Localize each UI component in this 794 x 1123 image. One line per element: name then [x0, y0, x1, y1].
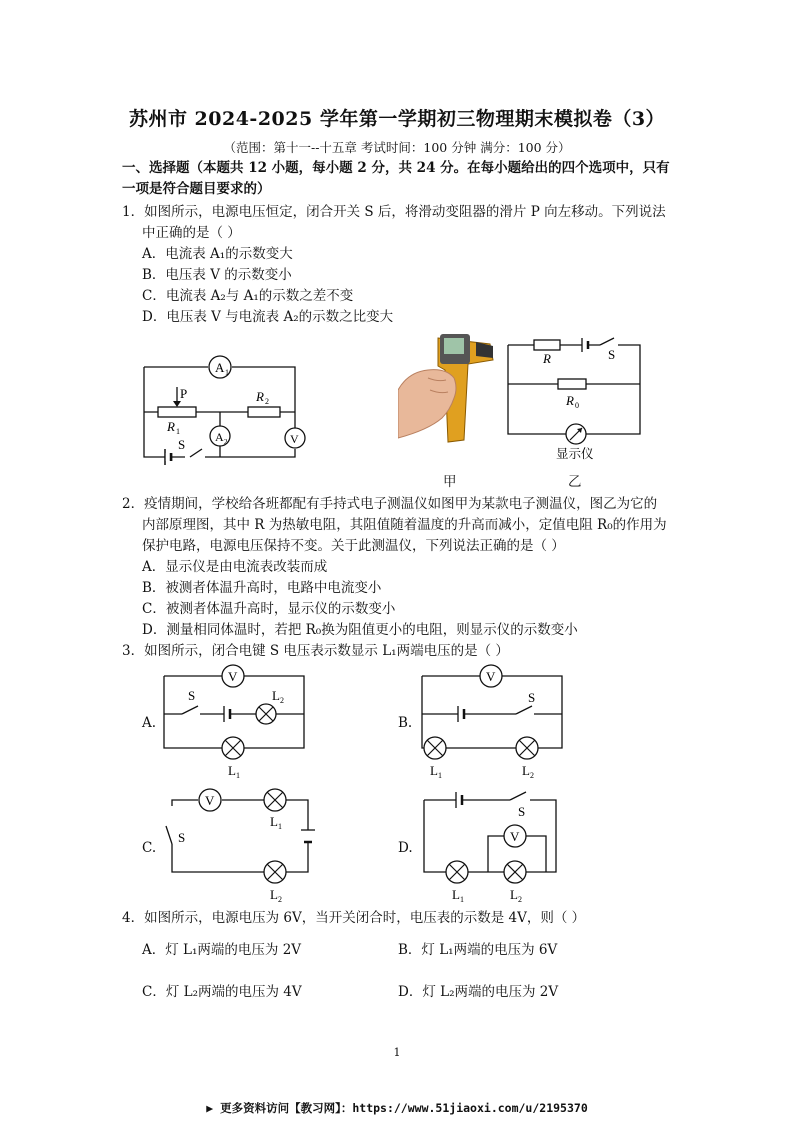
svg-text:L: L [270, 887, 278, 902]
q3-label-a: A. [142, 715, 157, 731]
svg-text:1: 1 [278, 822, 282, 831]
r-label: R [543, 351, 551, 366]
q1-option-c: C．电流表 A₂与 A₁的示数之差不变 [142, 288, 354, 304]
footer-link[interactable]: ▶ 更多资料访问【教习网】：https://www.51jiaoxi.com/u/2195370 [206, 1101, 588, 1115]
svg-text:S: S [188, 688, 196, 703]
q2-stem-line1: 2．疫情期间，学校给各班都配有手持式电子测温仪如图甲为某款电子测温仪，图乙为它的 [122, 496, 658, 512]
thermometer-photo [398, 330, 498, 448]
r0-label: R [566, 393, 574, 408]
q2-stem-line3: 保护电路，电源电压保持不变。关于此测温仪，下列说法正确的是（ ） [142, 538, 565, 554]
q4-stem: 4．如图所示，电源电压为 6V，当开关闭合时，电压表的示数是 4V，则（ ） [122, 910, 586, 926]
svg-text:L: L [270, 814, 278, 829]
q1-option-d: D．电压表 V 与电流表 A₂的示数之比变大 [142, 309, 394, 325]
resistor-r2 [248, 407, 280, 417]
resistor-r0 [558, 379, 586, 389]
svg-text:2: 2 [280, 696, 284, 705]
svg-text:S: S [528, 690, 536, 705]
slider-p-arrow [173, 401, 181, 407]
s-label: S [608, 347, 616, 362]
svg-text:2: 2 [518, 895, 522, 904]
q2-option-c: C．被测者体温升高时，显示仪的示数变小 [142, 601, 396, 617]
q4-option-a: A．灯 L₁两端的电压为 2V [142, 942, 302, 958]
q2-option-d: D．测量相同体温时，若把 R₀换为阻值更小的电阻，则显示仪的示数变小 [142, 622, 578, 638]
s-label: S [178, 437, 186, 452]
q2-stem-line2: 内部原理图，其中 R 为热敏电阻，其阻值随着温度的升高而减小，定值电阻 R₀的作用为 [142, 517, 667, 533]
q2-option-a: A．显示仪是由电流表改装而成 [142, 559, 328, 575]
r2-label: R [256, 389, 264, 404]
svg-text:1: 1 [236, 771, 240, 780]
v-label: V [290, 432, 299, 446]
svg-text:L: L [452, 887, 460, 902]
fig-yi-label: 乙 [568, 474, 582, 490]
svg-text:L: L [430, 763, 438, 778]
svg-text:1: 1 [438, 771, 442, 780]
q1-circuit-diagram [130, 345, 310, 470]
svg-text:V: V [486, 669, 496, 684]
q4-option-c: C．灯 L₂两端的电压为 4V [142, 984, 302, 1000]
meter-label: 显示仪 [556, 447, 594, 460]
svg-text:L: L [510, 887, 518, 902]
q1-option-b: B．电压表 V 的示数变小 [142, 267, 292, 283]
q1-option-a: A．电流表 A₁的示数变大 [142, 246, 293, 262]
section-heading-line2: 一项是符合题目要求的） [122, 181, 271, 197]
resistor-r [534, 340, 560, 350]
a1-sub: 1 [225, 368, 229, 377]
svg-text:S: S [518, 804, 526, 819]
q2-option-b: B．被测者体温升高时，电路中电流变小 [142, 580, 382, 596]
q2-circuit-diagram [500, 330, 650, 460]
q4-option-b: B．灯 L₁两端的电压为 6V [398, 942, 558, 958]
svg-text:L: L [272, 688, 280, 703]
rheostat-r1 [158, 407, 196, 417]
section-heading-line1: 一、选择题（本题共 12 小题，每小题 2 分，共 24 分。在每小题给出的四个选项中，只有 [122, 160, 670, 176]
a2-sub: 2 [224, 438, 228, 446]
q4-option-d: D．灯 L₂两端的电压为 2V [398, 984, 559, 1000]
a2-label: A [215, 430, 224, 444]
r1-sub: 1 [176, 427, 180, 436]
q3-circuit-c [160, 786, 320, 904]
exam-info: （范围：第十一--十五章 考试时间：100 分钟 满分：100 分） [223, 140, 571, 155]
q3-stem: 3．如图所示，闭合电键 S 电压表示数显示 L₁两端电压的是（ ） [122, 643, 509, 659]
svg-text:S: S [178, 830, 186, 845]
svg-text:2: 2 [278, 895, 282, 904]
q3-circuit-d [418, 786, 568, 904]
svg-text:V: V [205, 793, 215, 808]
fig-jia-label: 甲 [443, 474, 457, 490]
q1-stem-line2: 中正确的是（ ） [142, 225, 241, 241]
svg-text:2: 2 [530, 771, 534, 780]
page-title: 苏州市 2024-2025 学年第一学期初三物理期末模拟卷（3） [128, 108, 666, 130]
a1-label: A [215, 360, 225, 375]
svg-text:L: L [228, 763, 236, 778]
svg-text:L: L [522, 763, 530, 778]
q3-label-b: B. [398, 715, 413, 731]
svg-text:V: V [510, 829, 520, 844]
r1-label: R [167, 419, 175, 434]
q3-label-d: D. [398, 840, 413, 856]
q3-circuit-a [160, 662, 310, 780]
p-label: P [180, 386, 188, 401]
r0-sub: 0 [575, 401, 579, 410]
q3-circuit-b [418, 662, 568, 780]
q1-stem-line1: 1．如图所示，电源电压恒定，闭合开关 S 后，将滑动变阻器的滑片 P 向左移动。下列说法 [122, 204, 666, 220]
svg-text:V: V [228, 669, 238, 684]
q3-label-c: C. [142, 840, 157, 856]
svg-text:1: 1 [460, 895, 464, 904]
r2-sub: 2 [265, 397, 269, 406]
page-number: 1 [393, 1046, 401, 1059]
